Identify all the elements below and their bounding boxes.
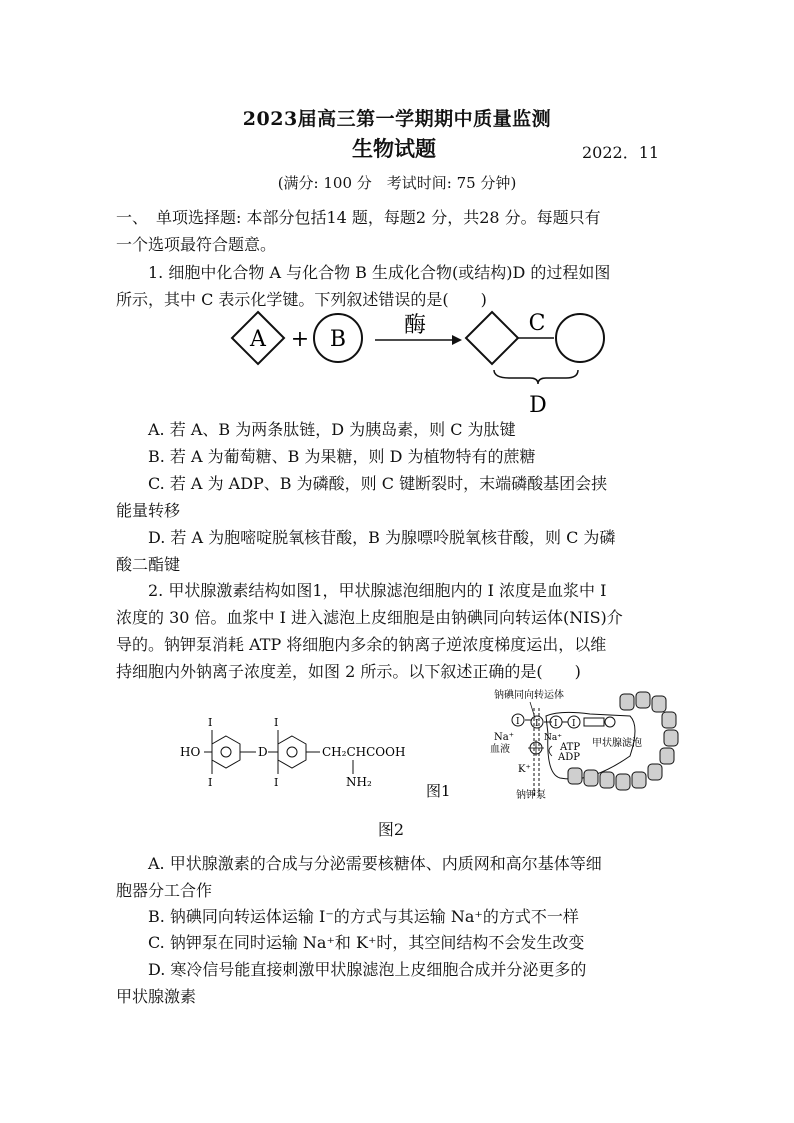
product-diamond — [466, 312, 518, 364]
q1-option-d-line1: D. 若 A 为胞嘧啶脱氧核苷酸，B 为腺嘌呤脱氧核苷酸，则 C 为磷 — [148, 528, 616, 547]
na-label-outer: Na⁺ — [494, 732, 514, 743]
figure2-caption: 图2 — [377, 820, 405, 839]
ho-label: HO — [180, 745, 201, 759]
pump-label: 钠钾泵 — [516, 790, 546, 801]
plus-sign: + — [290, 327, 310, 352]
blood-label: 血液 — [490, 744, 510, 755]
q2-option-a-line1: A. 甲状腺激素的合成与分泌需要核糖体、内质网和高尔基体等细 — [148, 854, 602, 873]
figure2-transport — [490, 688, 678, 801]
iodine-2: I — [208, 776, 213, 789]
q2-stem-line2: 浓度的 30 倍。血浆中 I 进入滤泡上皮细胞是由钠碘同向转运体(NIS)介 — [116, 608, 623, 627]
nh2-label: NH₂ — [346, 775, 372, 789]
label-d: D — [529, 393, 547, 418]
na-label-inner: Na⁺ — [544, 733, 562, 743]
q1-stem-line1: 1. 细胞中化合物 A 与化合物 B 生成化合物(或结构)D 的过程如图 — [148, 263, 611, 282]
q2-option-a-line2: 胞器分工合作 — [116, 881, 213, 900]
q1-option-c-line1: C. 若 A 为 ADP、B 为磷酸，则 C 键断裂时，末端磷酸基团会挟 — [148, 474, 608, 493]
exam-title: 2023届高三第一学期期中质量监测 — [242, 108, 552, 130]
k-label: K⁺ — [518, 764, 531, 775]
product-circle — [556, 314, 604, 362]
figure1-caption: 图1 — [426, 782, 451, 800]
q1-option-c-line2: 能量转移 — [116, 501, 181, 520]
q2-option-b: B. 钠碘同向转运体运输 I⁻的方式与其运输 Na⁺的方式不一样 — [148, 907, 579, 926]
svg-text:I: I — [572, 719, 576, 729]
q2-stem-line1: 2. 甲状腺激素结构如图1，甲状腺滤泡细胞内的 I 浓度是血浆中 I — [148, 581, 607, 600]
d-link-label: D — [258, 745, 268, 759]
label-a: A — [250, 327, 266, 352]
label-c: C — [528, 311, 546, 336]
svg-text:I: I — [535, 719, 539, 729]
iodine-3: I — [274, 716, 279, 729]
benzene-ring-1 — [212, 736, 240, 768]
follicle-label: 甲状腺滤泡 — [592, 738, 642, 749]
iodine-1: I — [208, 716, 213, 729]
figure1-structure — [180, 716, 451, 800]
side-chain: CH₂CHCOOH — [322, 745, 406, 759]
iodine-4: I — [274, 776, 279, 789]
arrow-head — [452, 335, 462, 345]
atp-label: ATP — [560, 742, 581, 753]
adp-label: ADP — [558, 752, 580, 763]
q2-stem-line4: 持细胞内外钠离子浓度差，如图 2 所示。以下叙述正确的是( ) — [116, 662, 581, 681]
exam-date: 2022．11 — [582, 143, 660, 162]
brace — [494, 370, 578, 384]
svg-text:I: I — [554, 719, 558, 729]
q2-option-d-line1: D. 寒冷信号能直接刺激甲状腺滤泡上皮细胞合成并分泌更多的 — [148, 960, 587, 979]
q2-figures — [170, 686, 680, 806]
nis-label: 钠碘同向转运体 — [494, 690, 564, 701]
q1-stem-line2: 所示，其中 C 表示化学键。下列叙述错误的是( ) — [116, 290, 487, 309]
q1-reaction-diagram — [220, 308, 620, 420]
q1-option-d-line2: 酸二酯键 — [116, 555, 181, 574]
subject-title: 生物试题 — [352, 136, 436, 161]
q1-option-a: A. 若 A、B 为两条肽链，D 为胰岛素，则 C 为肽键 — [148, 420, 516, 439]
label-b: B — [329, 327, 347, 352]
i-ion-blood: I — [516, 717, 520, 727]
q2-stem-line3: 导的。钠钾泵消耗 ATP 将细胞内多余的钠离子逆浓度梯度运出，以维 — [116, 635, 607, 654]
q1-option-b: B. 若 A 为葡萄糖、B 为果糖，则 D 为植物特有的蔗糖 — [148, 447, 536, 466]
section-heading-line1: 一、 单项选择题: 本部分包括14 题，每题2 分，共28 分。每题只有 — [116, 208, 601, 227]
section-heading-line2: 一个选项最符合题意。 — [116, 235, 277, 254]
q2-option-c: C. 钠钾泵在同时运输 Na⁺和 K⁺时，其空间结构不会发生改变 — [148, 933, 585, 952]
exam-info: (满分: 100 分 考试时间: 75 分钟) — [277, 174, 517, 192]
benzene-ring-2 — [278, 736, 306, 768]
enzyme-label: 酶 — [403, 313, 427, 338]
q2-option-d-line2: 甲状腺激素 — [116, 987, 197, 1006]
